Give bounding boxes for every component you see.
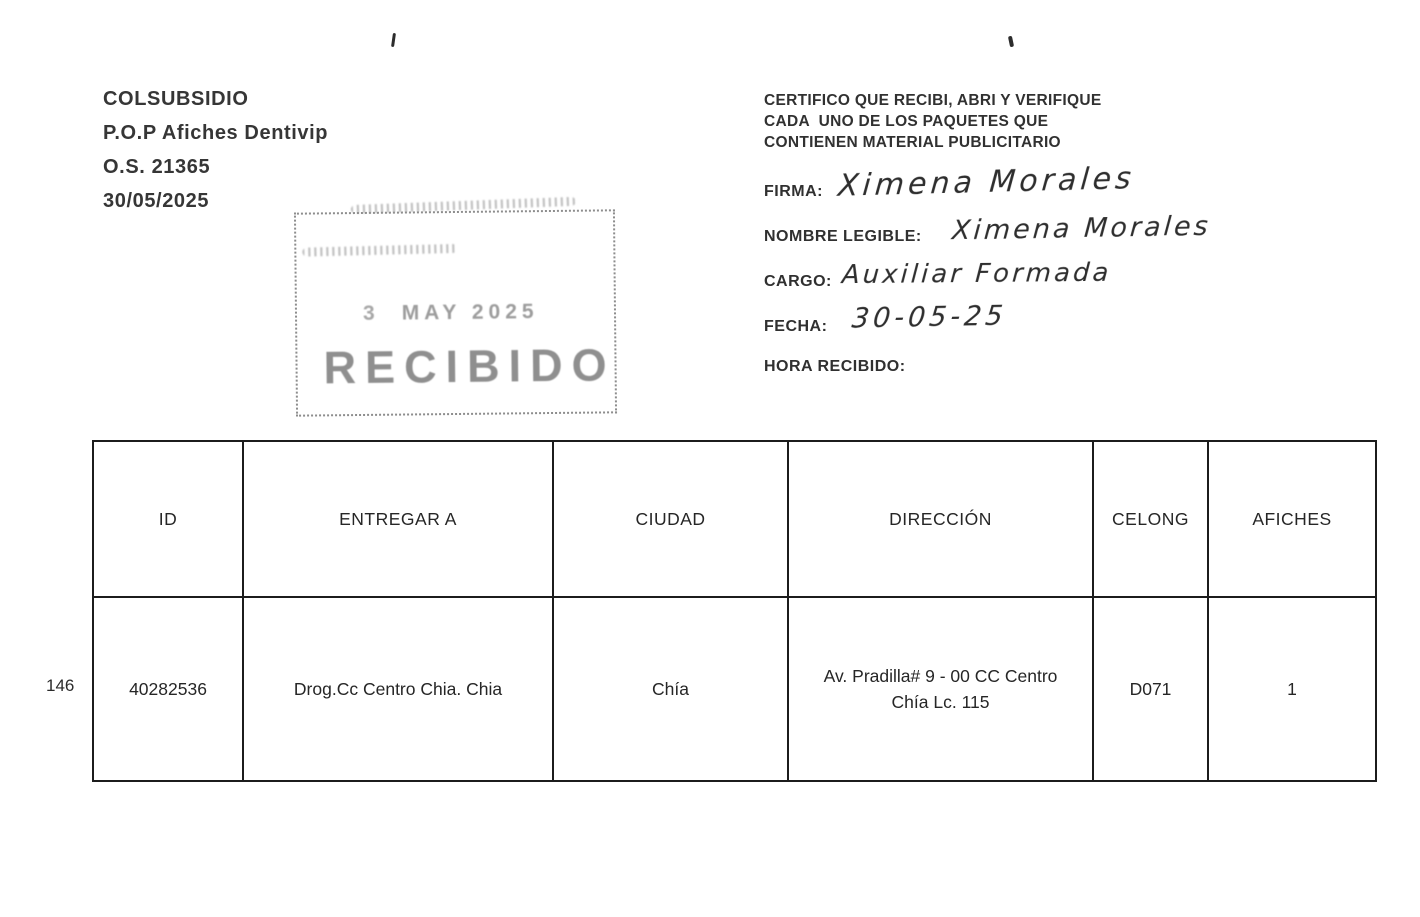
header-afiches: AFICHES	[1208, 441, 1376, 597]
delivery-table	[92, 440, 1377, 782]
cell-celong: D071	[1093, 597, 1208, 781]
order-number: O.S. 21365	[103, 156, 211, 178]
cell-entregar-a: Drog.Cc Centro Chia. Chia	[243, 597, 553, 781]
table-row	[93, 597, 1376, 781]
fecha-handwriting: 30-05-25	[850, 300, 1009, 335]
document-date: 30/05/2025	[103, 190, 210, 212]
company-name: COLSUBSIDIO	[103, 88, 249, 110]
cargo-label: CARGO:	[764, 273, 832, 290]
row-index-number: 146	[46, 676, 75, 695]
cell-ciudad: Chía	[553, 597, 788, 781]
cell-direccion: Av. Pradilla# 9 - 00 CC Centro Chía Lc. 115	[788, 597, 1093, 781]
scan-speck	[391, 33, 396, 47]
firma-label: FIRMA:	[764, 183, 823, 200]
table-header-row	[93, 441, 1376, 597]
cell-id: 40282536	[93, 597, 243, 781]
certification-line: CADA UNO DE LOS PAQUETES QUE	[764, 113, 1049, 130]
header-entregar-a: ENTREGAR A	[243, 441, 553, 597]
stamp-illegible-script	[351, 197, 576, 214]
scan-speck	[1008, 36, 1014, 48]
certification-line: CERTIFICO QUE RECIBI, ABRI Y VERIFIQUE	[764, 92, 1102, 109]
header-ciudad: CIUDAD	[553, 441, 788, 597]
stamp-illegible-script	[302, 244, 457, 257]
nombre-legible-label: NOMBRE LEGIBLE:	[764, 228, 922, 245]
stamp-recibido-text: RECIBIDO	[323, 339, 616, 394]
stamp-date	[363, 300, 539, 326]
fecha-label: FECHA:	[764, 318, 828, 335]
cell-afiches: 1	[1208, 597, 1376, 781]
stamp-date-monthyear: MAY 2025	[401, 300, 539, 325]
certification-line: CONTIENEN MATERIAL PUBLICITARIO	[764, 134, 1061, 151]
stamp-date-day: 3	[362, 301, 380, 325]
header-direccion: DIRECCIÓN	[788, 441, 1093, 597]
header-celong: CELONG	[1093, 441, 1208, 597]
firma-handwriting: Ximena Morales	[836, 161, 1137, 204]
recibido-stamp	[294, 209, 617, 416]
hora-recibido-label: HORA RECIBIDO:	[764, 358, 906, 375]
nombre-handwriting: Ximena Morales	[950, 210, 1212, 247]
document-header	[103, 82, 328, 218]
header-id: ID	[93, 441, 243, 597]
cargo-handwriting: Auxiliar Formada	[841, 257, 1113, 291]
certification-statement	[764, 90, 1102, 153]
project-title: P.O.P Afiches Dentivip	[103, 122, 329, 144]
